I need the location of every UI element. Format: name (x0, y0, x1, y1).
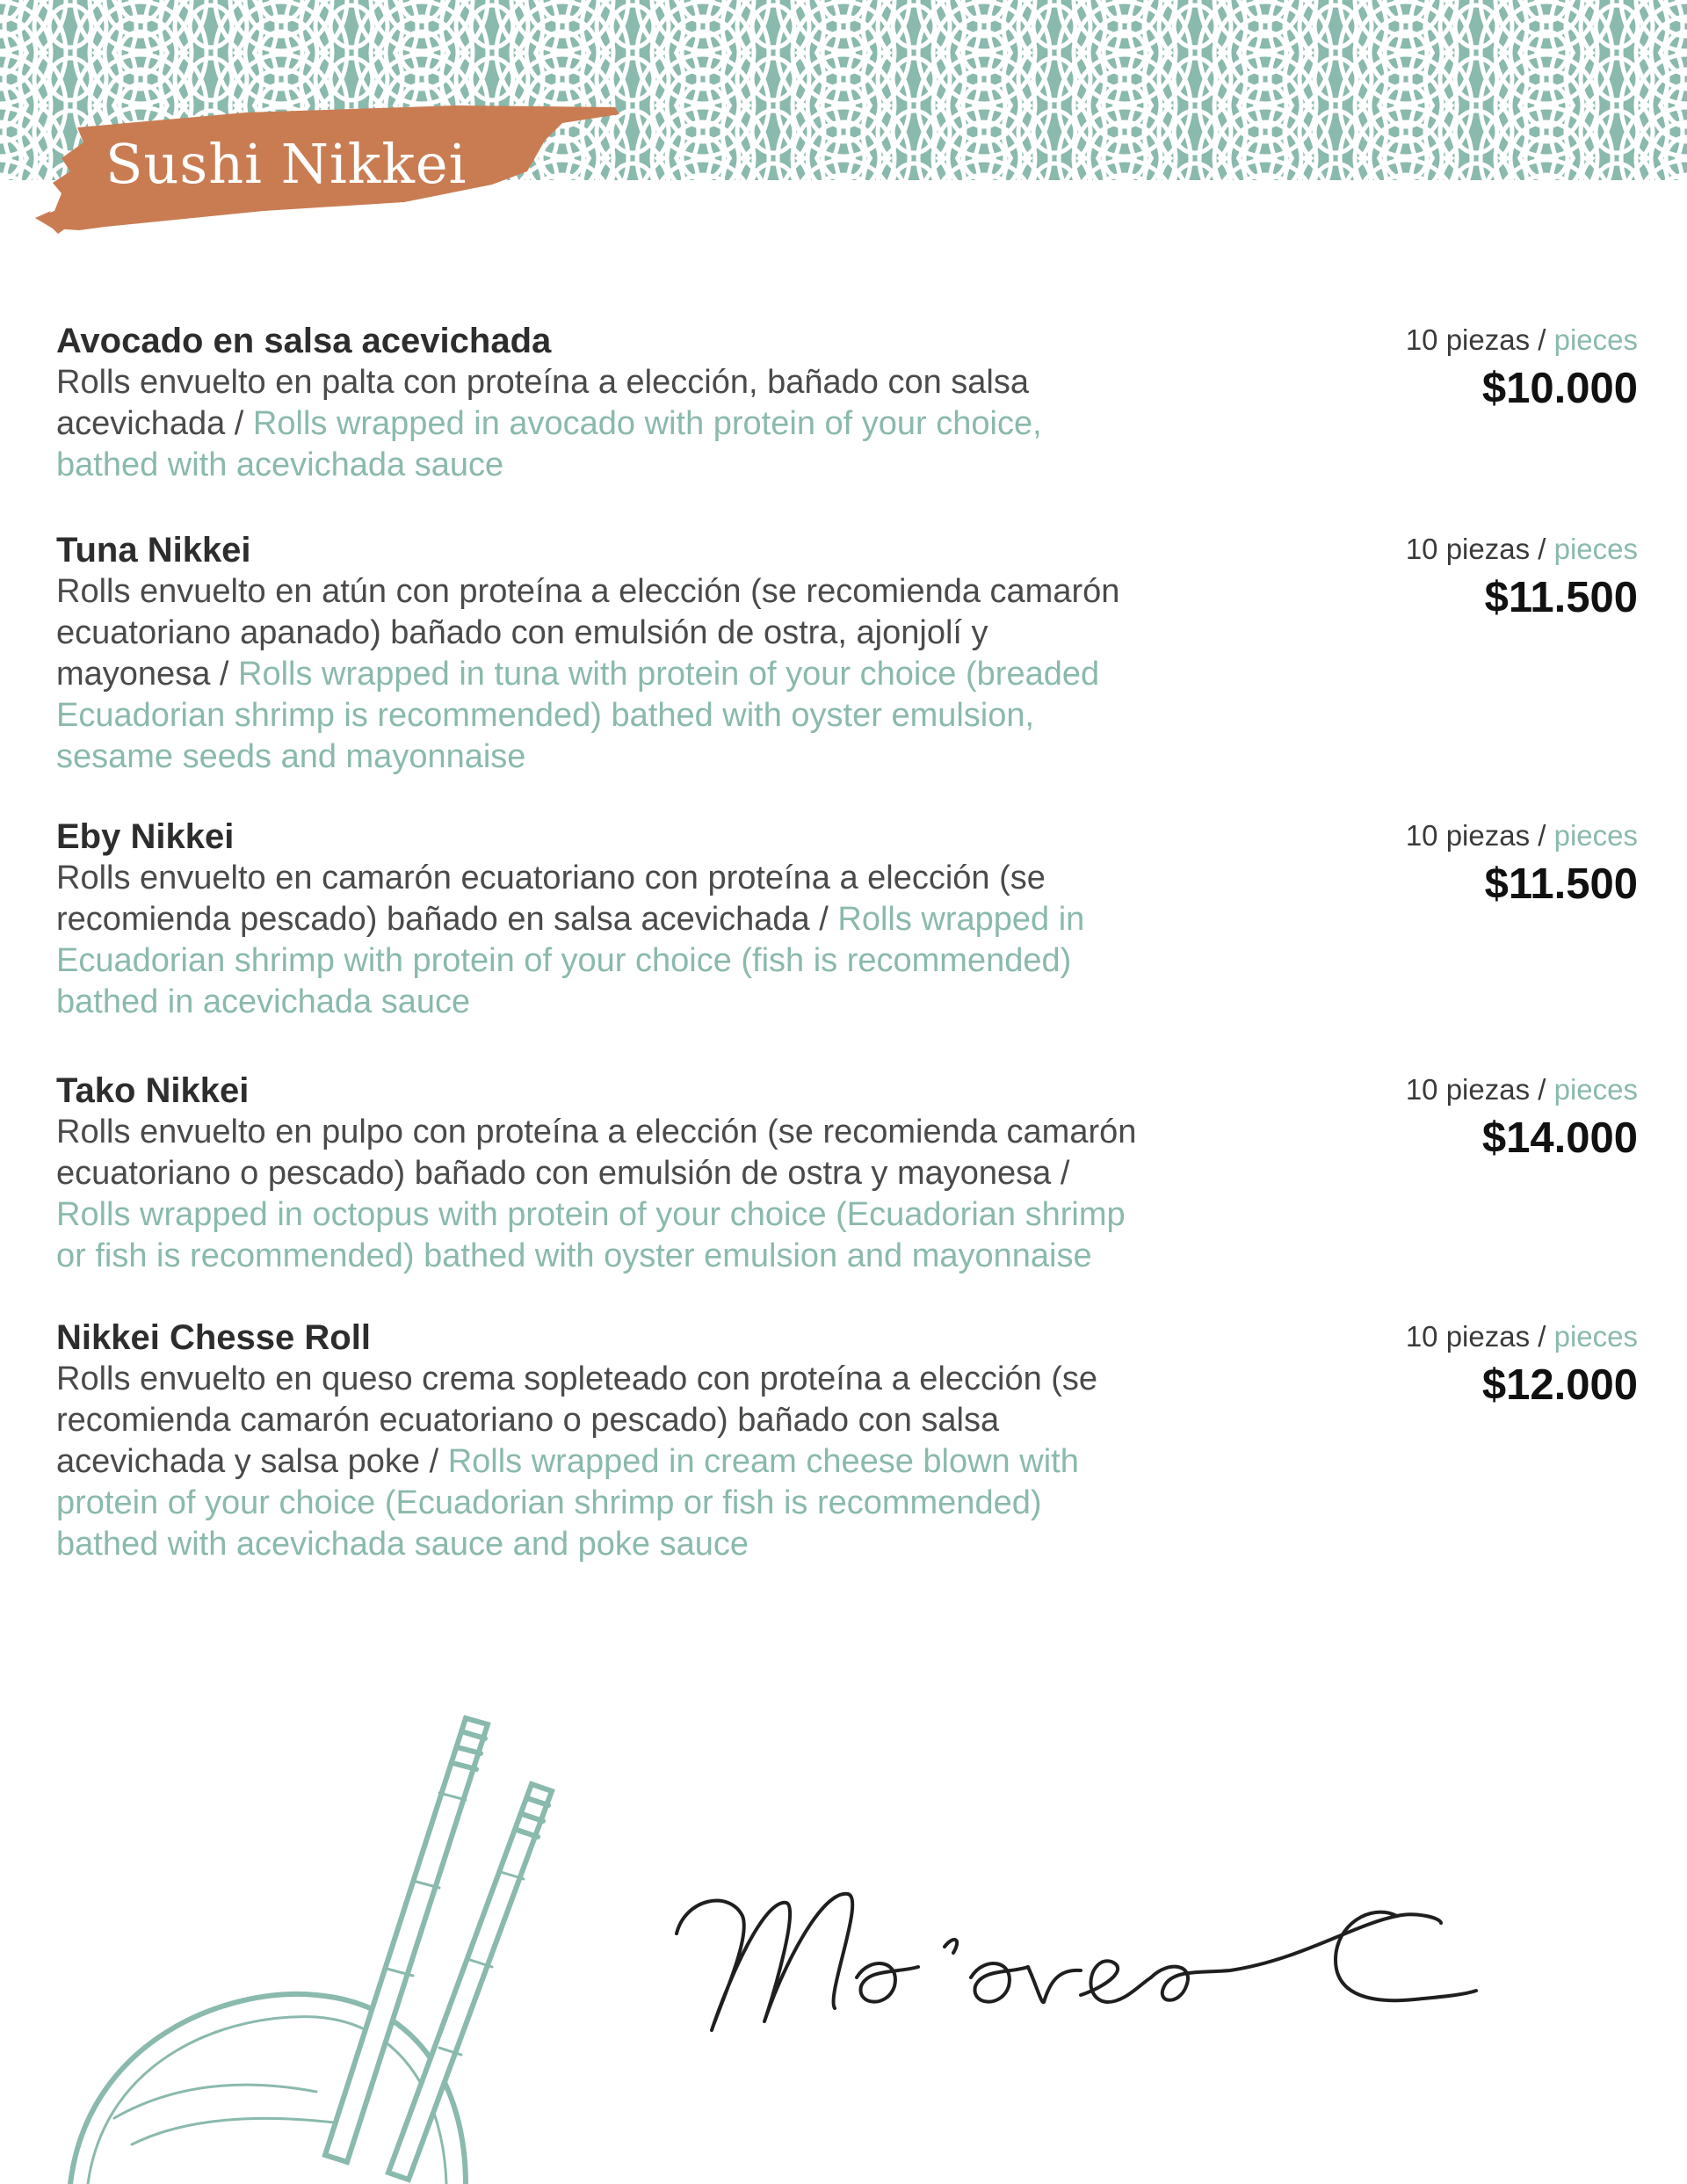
item-price: $11.500 (1484, 860, 1638, 908)
quantity-label (1286, 816, 1638, 855)
item-description (56, 571, 1146, 778)
item-name: Tuna Nikkei (56, 531, 251, 570)
quantity-label (1286, 530, 1638, 569)
menu-list (56, 321, 1638, 1565)
price-block (1286, 816, 1638, 913)
item-price: $11.500 (1484, 574, 1638, 621)
price-block (1286, 1070, 1638, 1167)
description-en: Rolls wrapped in avocado with protein of your choice, bathed with acevichada sauce (56, 405, 1042, 483)
item-description (56, 1359, 1146, 1565)
description-es: Rolls envuelto en camarón ecuatoriano con proteína a elección (se recomienda pescado) bañado en salsa acevichada / (56, 860, 1046, 938)
description-es: Rolls envuelto en pulpo con proteína a elección (se recomienda camarón ecuatoriano o pescado) bañado con emulsión de ostra y mayonesa / (56, 1114, 1137, 1192)
item-price: $10.000 (1481, 365, 1638, 412)
quantity-label (1286, 321, 1638, 359)
quantity-es: 10 piezas / (1405, 323, 1554, 356)
item-name: Tako Nikkei (56, 1071, 250, 1110)
item-description (56, 362, 1146, 486)
price-block (1286, 530, 1638, 627)
menu-item (56, 321, 1638, 486)
item-price: $14.000 (1481, 1114, 1638, 1162)
price-block (1286, 1317, 1638, 1414)
menu-item (56, 530, 1638, 778)
menu-item (56, 816, 1638, 1023)
description-en: Rolls wrapped in octopus with protein of your choice (Ecuadorian shrimp or fish is recommended) bathed with oyster emulsion and mayonnaise (56, 1196, 1126, 1274)
moorea-logo (668, 1854, 1511, 2057)
item-description (56, 1112, 1146, 1277)
item-name: Eby Nikkei (56, 817, 235, 856)
quantity-es: 10 piezas / (1405, 819, 1554, 852)
quantity-en: pieces (1553, 1320, 1638, 1353)
quantity-label (1286, 1070, 1638, 1109)
description-en: Rolls wrapped in cream cheese blown with protein of your choice (Ecuadorian shrimp or fish is recommended) bathed with acevichada sauce and poke sauce (56, 1443, 1079, 1563)
chopsticks-bowl-icon (53, 1705, 580, 2184)
quantity-en: pieces (1553, 533, 1638, 565)
description-en: Rolls wrapped in Ecuadorian shrimp with protein of your choice (fish is recommended) bathed in acevichada sauce (56, 901, 1085, 1020)
item-description (56, 858, 1146, 1023)
quantity-label (1286, 1317, 1638, 1356)
description-en: Rolls wrapped in tuna with protein of your choice (breaded Ecuadorian shrimp is recommended) bathed with oyster emulsion, sesame seeds and mayonnaise (56, 656, 1100, 775)
menu-item (56, 1317, 1638, 1565)
menu-item (56, 1070, 1638, 1277)
quantity-en: pieces (1553, 1073, 1638, 1106)
quantity-en: pieces (1553, 819, 1638, 852)
page-title: Sushi Nikkei (105, 132, 467, 196)
quantity-en: pieces (1553, 323, 1638, 356)
item-name: Avocado en salsa acevichada (56, 322, 552, 360)
item-price: $12.000 (1481, 1361, 1638, 1409)
description-es: Rolls envuelto en palta con proteína a elección, bañado con salsa acevichada / (56, 364, 1029, 442)
quantity-es: 10 piezas / (1405, 1320, 1554, 1353)
price-block (1286, 321, 1638, 417)
description-es: Rolls envuelto en atún con proteína a elección (se recomienda camarón ecuatoriano apanado) bañado con emulsión de ostra, ajonjolí y mayonesa / (56, 573, 1120, 693)
quantity-es: 10 piezas / (1405, 1073, 1554, 1106)
quantity-es: 10 piezas / (1405, 533, 1554, 565)
description-es: Rolls envuelto en queso crema sopleteado con proteína a elección (se recomienda camarón ecuatoriano o pescado) bañado con salsa acevichada y salsa poke / (56, 1360, 1098, 1480)
item-name: Nikkei Chesse Roll (56, 1318, 371, 1357)
